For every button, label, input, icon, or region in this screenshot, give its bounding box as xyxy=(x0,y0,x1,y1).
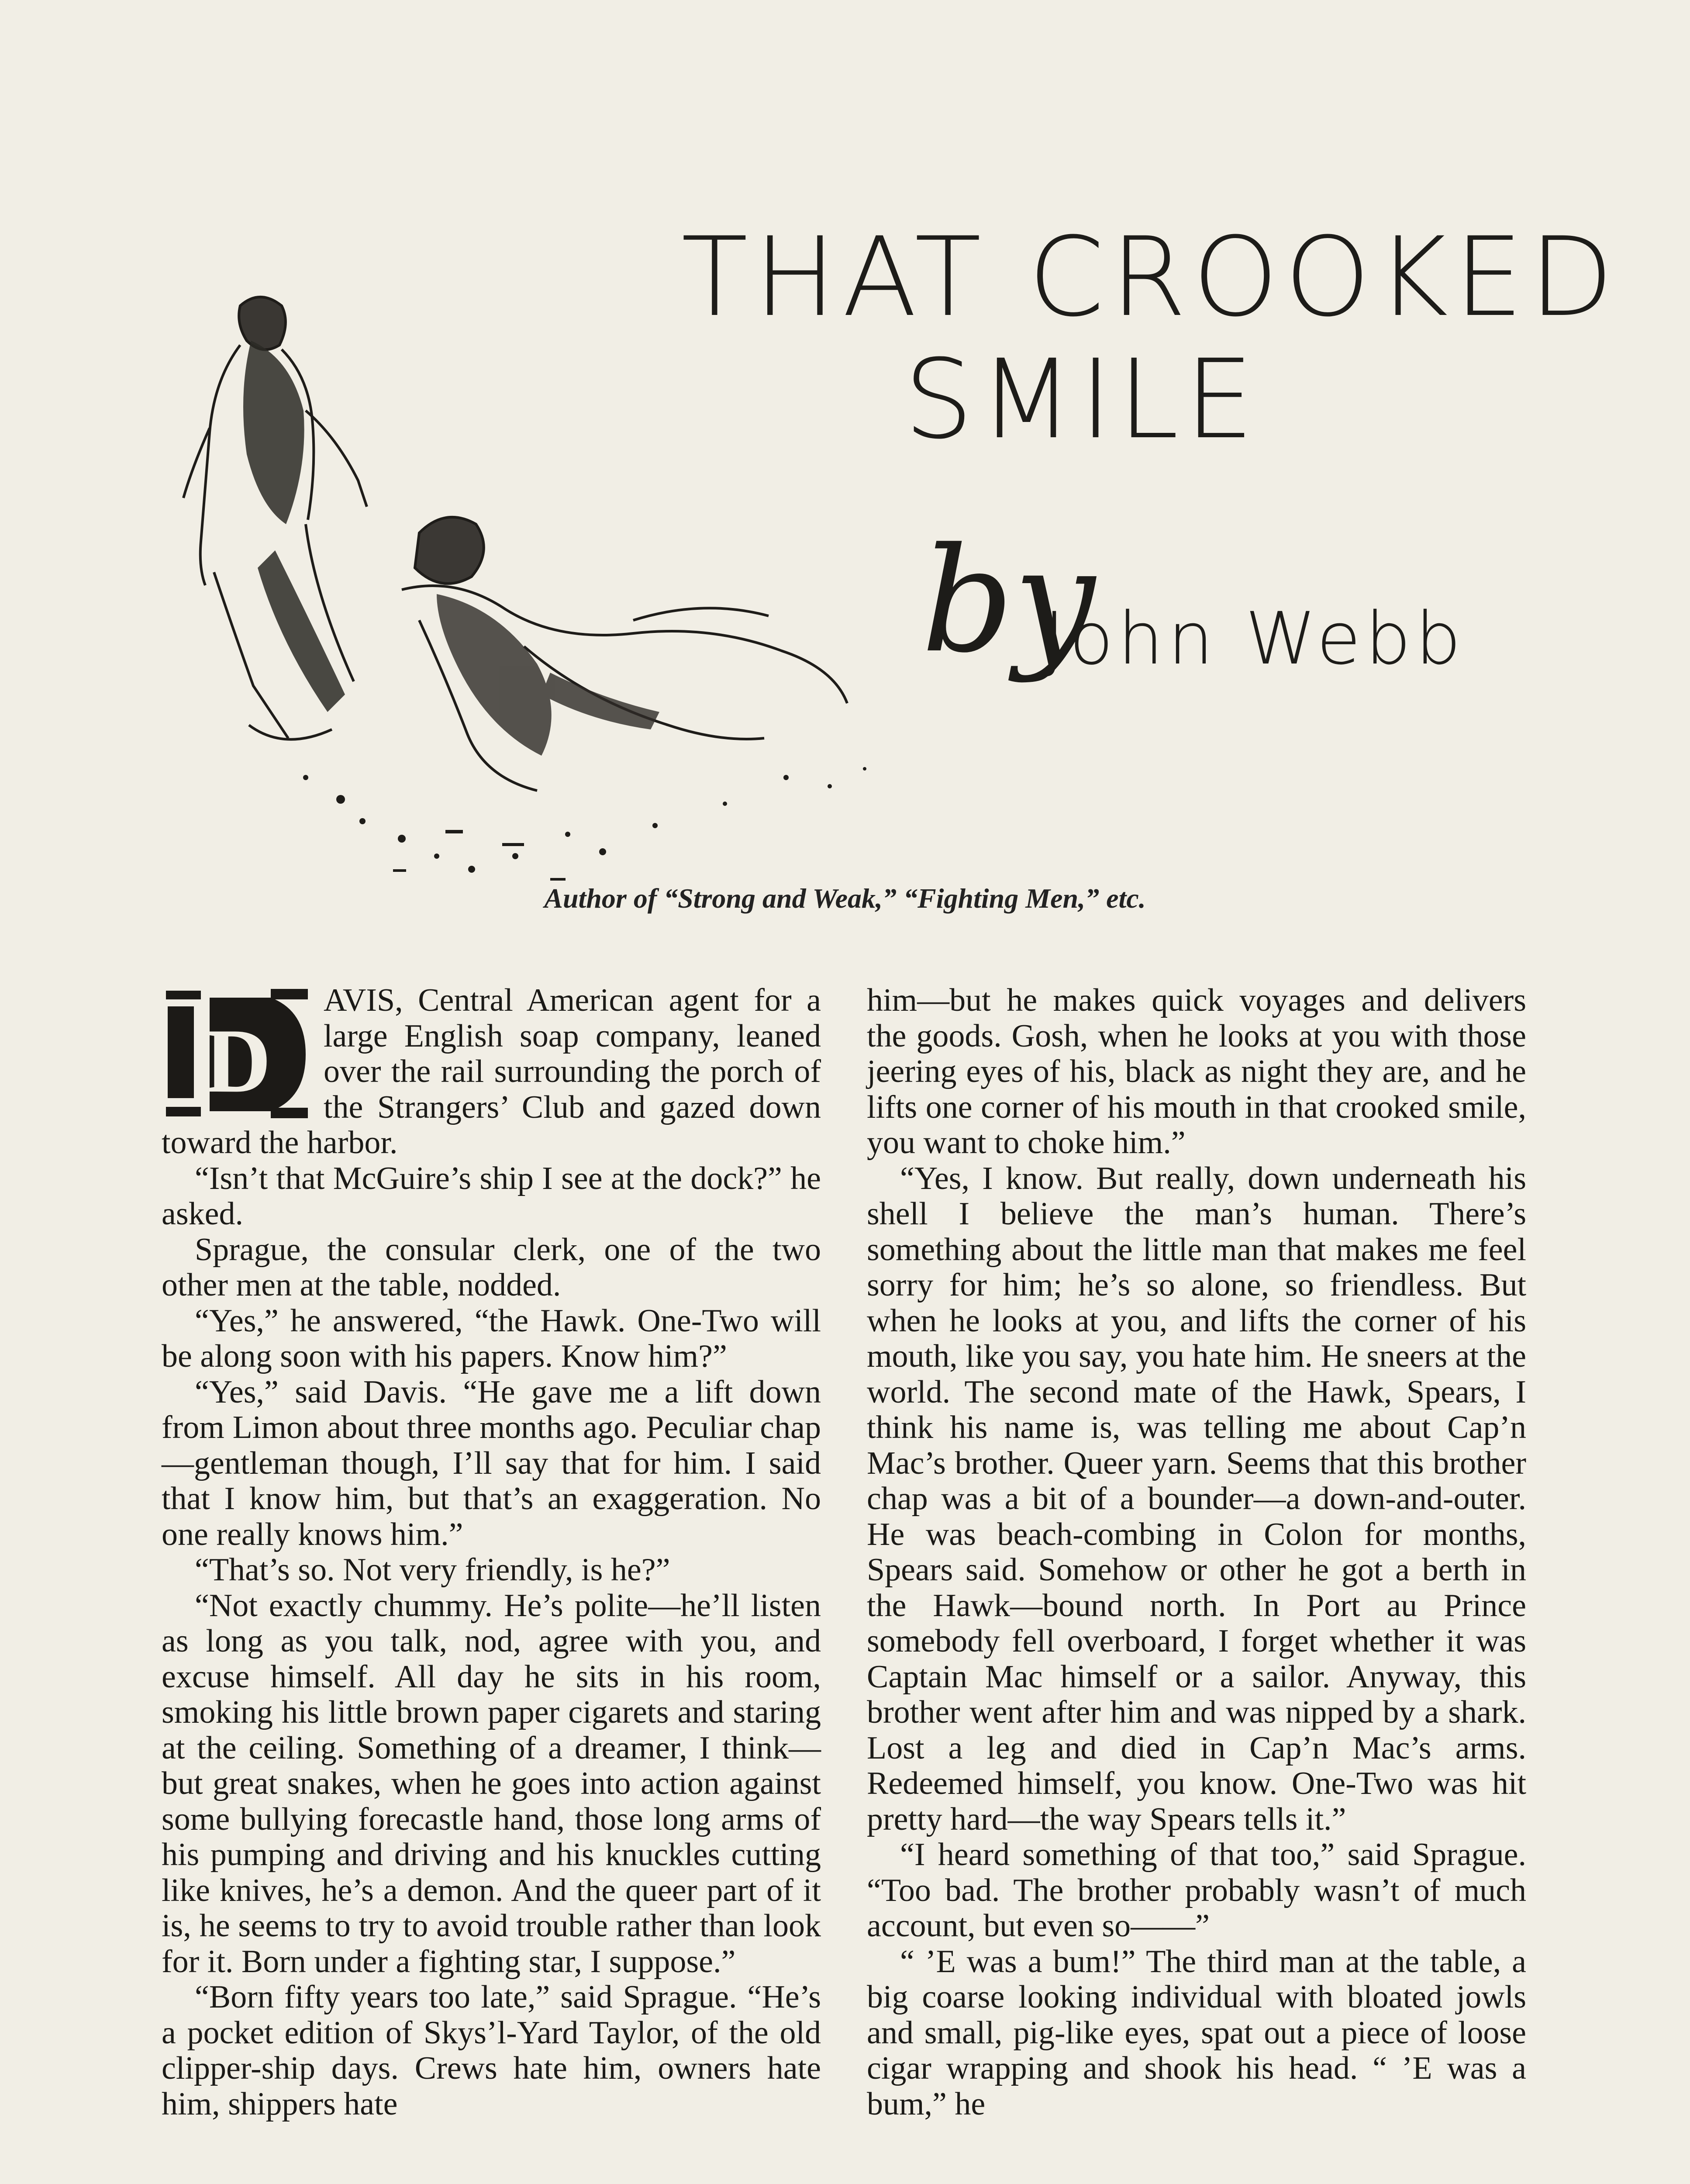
paragraph: “Not exactly chummy. He’s polite—he’ll listen as long as you talk, nod, agree with you, and excuse himself. All day he sits in his room, smoking his little brown paper cigarets and staring at the ceiling. Something of a dreamer, I think—but great snakes, when he goes into action against some bullying forecastle hand, those long arms of his pumping and driving and his knuckles cutting like knives, he’s a demon. And the queer part of it is, he seems to try to avoid trouble rather than look for it. Born under a fighting star, I suppose.” xyxy=(162,1587,821,1980)
story-title-line-2: SMILE xyxy=(904,336,1260,463)
story-title-line-1: THAT CROOKED xyxy=(681,214,1620,341)
paragraph: “ ’E was a bum!” The third man at the table, a big coarse looking individual with bloated jowls and small, pig-like eyes, spat out a piece of loose cigar wrapping and shook his head. “ ’E was a bum,” he xyxy=(867,1943,1526,2122)
byline-prefix: by xyxy=(921,517,1095,684)
illustration-two-men-fighting xyxy=(175,288,900,917)
paragraph: “I heard something of that too,” said Sprague. “Too bad. The brother probably wasn’t of much account, but even so——” xyxy=(867,1837,1526,1944)
paragraph: “Yes,” he answered, “the Hawk. One-Two will be along soon with his papers. Know him?” xyxy=(162,1303,821,1374)
paragraph: “That’s so. Not very friendly, is he?” xyxy=(195,1552,670,1588)
paragraph: “Born fifty years too late,” said Sprague. “He’s a pocket edition of Skys’l-Yard Taylor, of the old clipper-ship days. Crews hate him, owners hate him, shippers hate xyxy=(162,1979,821,2122)
author-name: John Webb xyxy=(1044,597,1466,681)
author-credits: Author of “Strong and Weak,” “Fighting Men,” etc. xyxy=(544,883,1146,914)
paragraph: “Yes,” said Davis. “He gave me a lift down from Limon about three months ago. Peculiar chap—gentleman though, I’ll say that for him. I said that I know him, but that’s an exaggeration. No one really knows him.” xyxy=(162,1374,821,1552)
paragraph: Sprague, the consular clerk, one of the two other men at the table, nodded. xyxy=(162,1231,821,1303)
paragraph: AVIS, Central American agent for a large English soap company, leaned over the rail surrounding the porch of the Strangers’ Club and gazed down toward the harbor. xyxy=(162,982,821,1161)
paragraph: him—but he makes quick voyages and delivers the goods. Gosh, when he looks at you with those jeering eyes of his, black as night they are, and he lifts one corner of his mouth in that crooked smile, you want to choke him.” xyxy=(867,982,1526,1161)
text-column-left xyxy=(162,983,821,2122)
drop-cap-d xyxy=(162,985,312,1124)
drop-cap-letter: D xyxy=(205,1010,271,1112)
paragraph: “Isn’t that McGuire’s ship I see at the dock?” he asked. xyxy=(162,1160,821,1232)
paragraph: “Yes, I know. But really, down underneath his shell I believe the man’s human. There’s something about the little man that makes me feel sorry for him; he’s so alone, so friendless. But when he looks at you, and lifts the corner of his mouth, like you say, you hate him. He sneers at the world. The second mate of the Hawk, Spears, I think his name is, was telling me about Cap’n Mac’s brother. Queer yarn. Seems that this brother chap was a bit of a bounder—a down-and-outer. He was beach-combing in Colon for months, Spears said. Somehow or other he got a berth in the Hawk—bound north. In Port au Prince somebody fell overboard, I forget whether it was Captain Mac himself or a sailor. Anyway, this brother went after him and was nipped by a shark. Lost a leg and died in Cap’n Mac’s arms. Redeemed himself, you know. One-Two was hit pretty hard—the way Spears tells it.” xyxy=(867,1160,1526,1837)
text-column-right xyxy=(867,983,1526,2122)
